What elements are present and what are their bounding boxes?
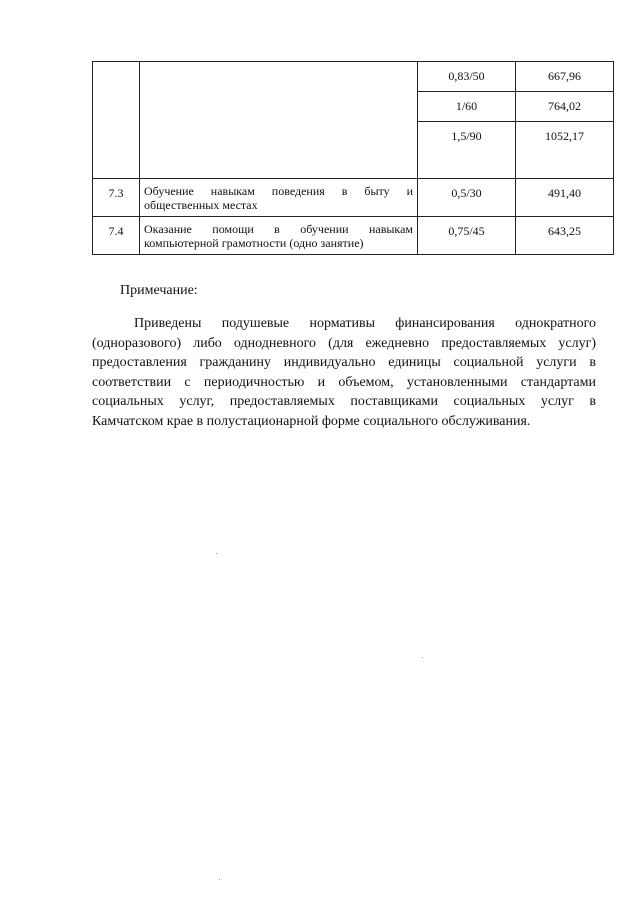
note-title: Примечание: <box>120 283 198 298</box>
table-cell-volume <box>418 179 516 217</box>
volume-value: 0,5/30 <box>451 186 482 200</box>
table-row <box>93 179 614 217</box>
table-cell-volume <box>418 92 516 122</box>
table-cell-amount <box>516 122 614 179</box>
table-cell-amount <box>516 179 614 217</box>
table-cell-volume <box>418 62 516 92</box>
amount-value: 764,02 <box>548 99 581 113</box>
table-cell-name <box>140 217 418 255</box>
row-number: 7.3 <box>108 186 124 200</box>
table-row <box>93 217 614 255</box>
amount-value: 667,96 <box>548 69 581 83</box>
table-cell-number <box>93 179 140 217</box>
service-name: Обучение навыкам поведения в быту и общественных местах <box>144 184 413 212</box>
note-paragraph: Приведены подушевые нормативы финансирования однократного (одноразового) либо однодневного (для ежедневно предоставляемых услуг) предоставления гражданину индивидуально единицы социальной услуги в соответствии с периодичностью и объемом, установленными стандартами социальных услуг, предоставляемых поставщиками социальных услуг в Камчатском крае в полустационарной форме социального обслуживания. <box>92 316 596 429</box>
tariff-table <box>92 61 614 255</box>
table-cell-volume <box>418 122 516 179</box>
table-cell-name-empty <box>140 62 418 179</box>
volume-value: 0,83/50 <box>448 69 485 83</box>
scan-speck <box>216 553 217 554</box>
table-cell-number <box>93 217 140 255</box>
volume-value: 1/60 <box>455 99 478 113</box>
table-row <box>93 62 614 92</box>
row-number: 7.4 <box>108 224 124 238</box>
table-cell-amount <box>516 92 614 122</box>
volume-value: 0,75/45 <box>448 224 485 238</box>
amount-value: 1052,17 <box>545 129 584 143</box>
table-cell-amount <box>516 62 614 92</box>
amount-value: 491,40 <box>548 186 581 200</box>
volume-value: 1,5/90 <box>451 129 482 143</box>
service-name: Оказание помощи в обучении навыкам компьютерной грамотности (одно занятие) <box>144 222 413 250</box>
table-cell-amount <box>516 217 614 255</box>
scan-speck <box>422 657 423 658</box>
table-cell-number-empty <box>93 62 140 179</box>
table-cell-name <box>140 179 418 217</box>
scan-speck <box>219 879 220 880</box>
table-cell-volume <box>418 217 516 255</box>
amount-value: 643,25 <box>548 224 581 238</box>
